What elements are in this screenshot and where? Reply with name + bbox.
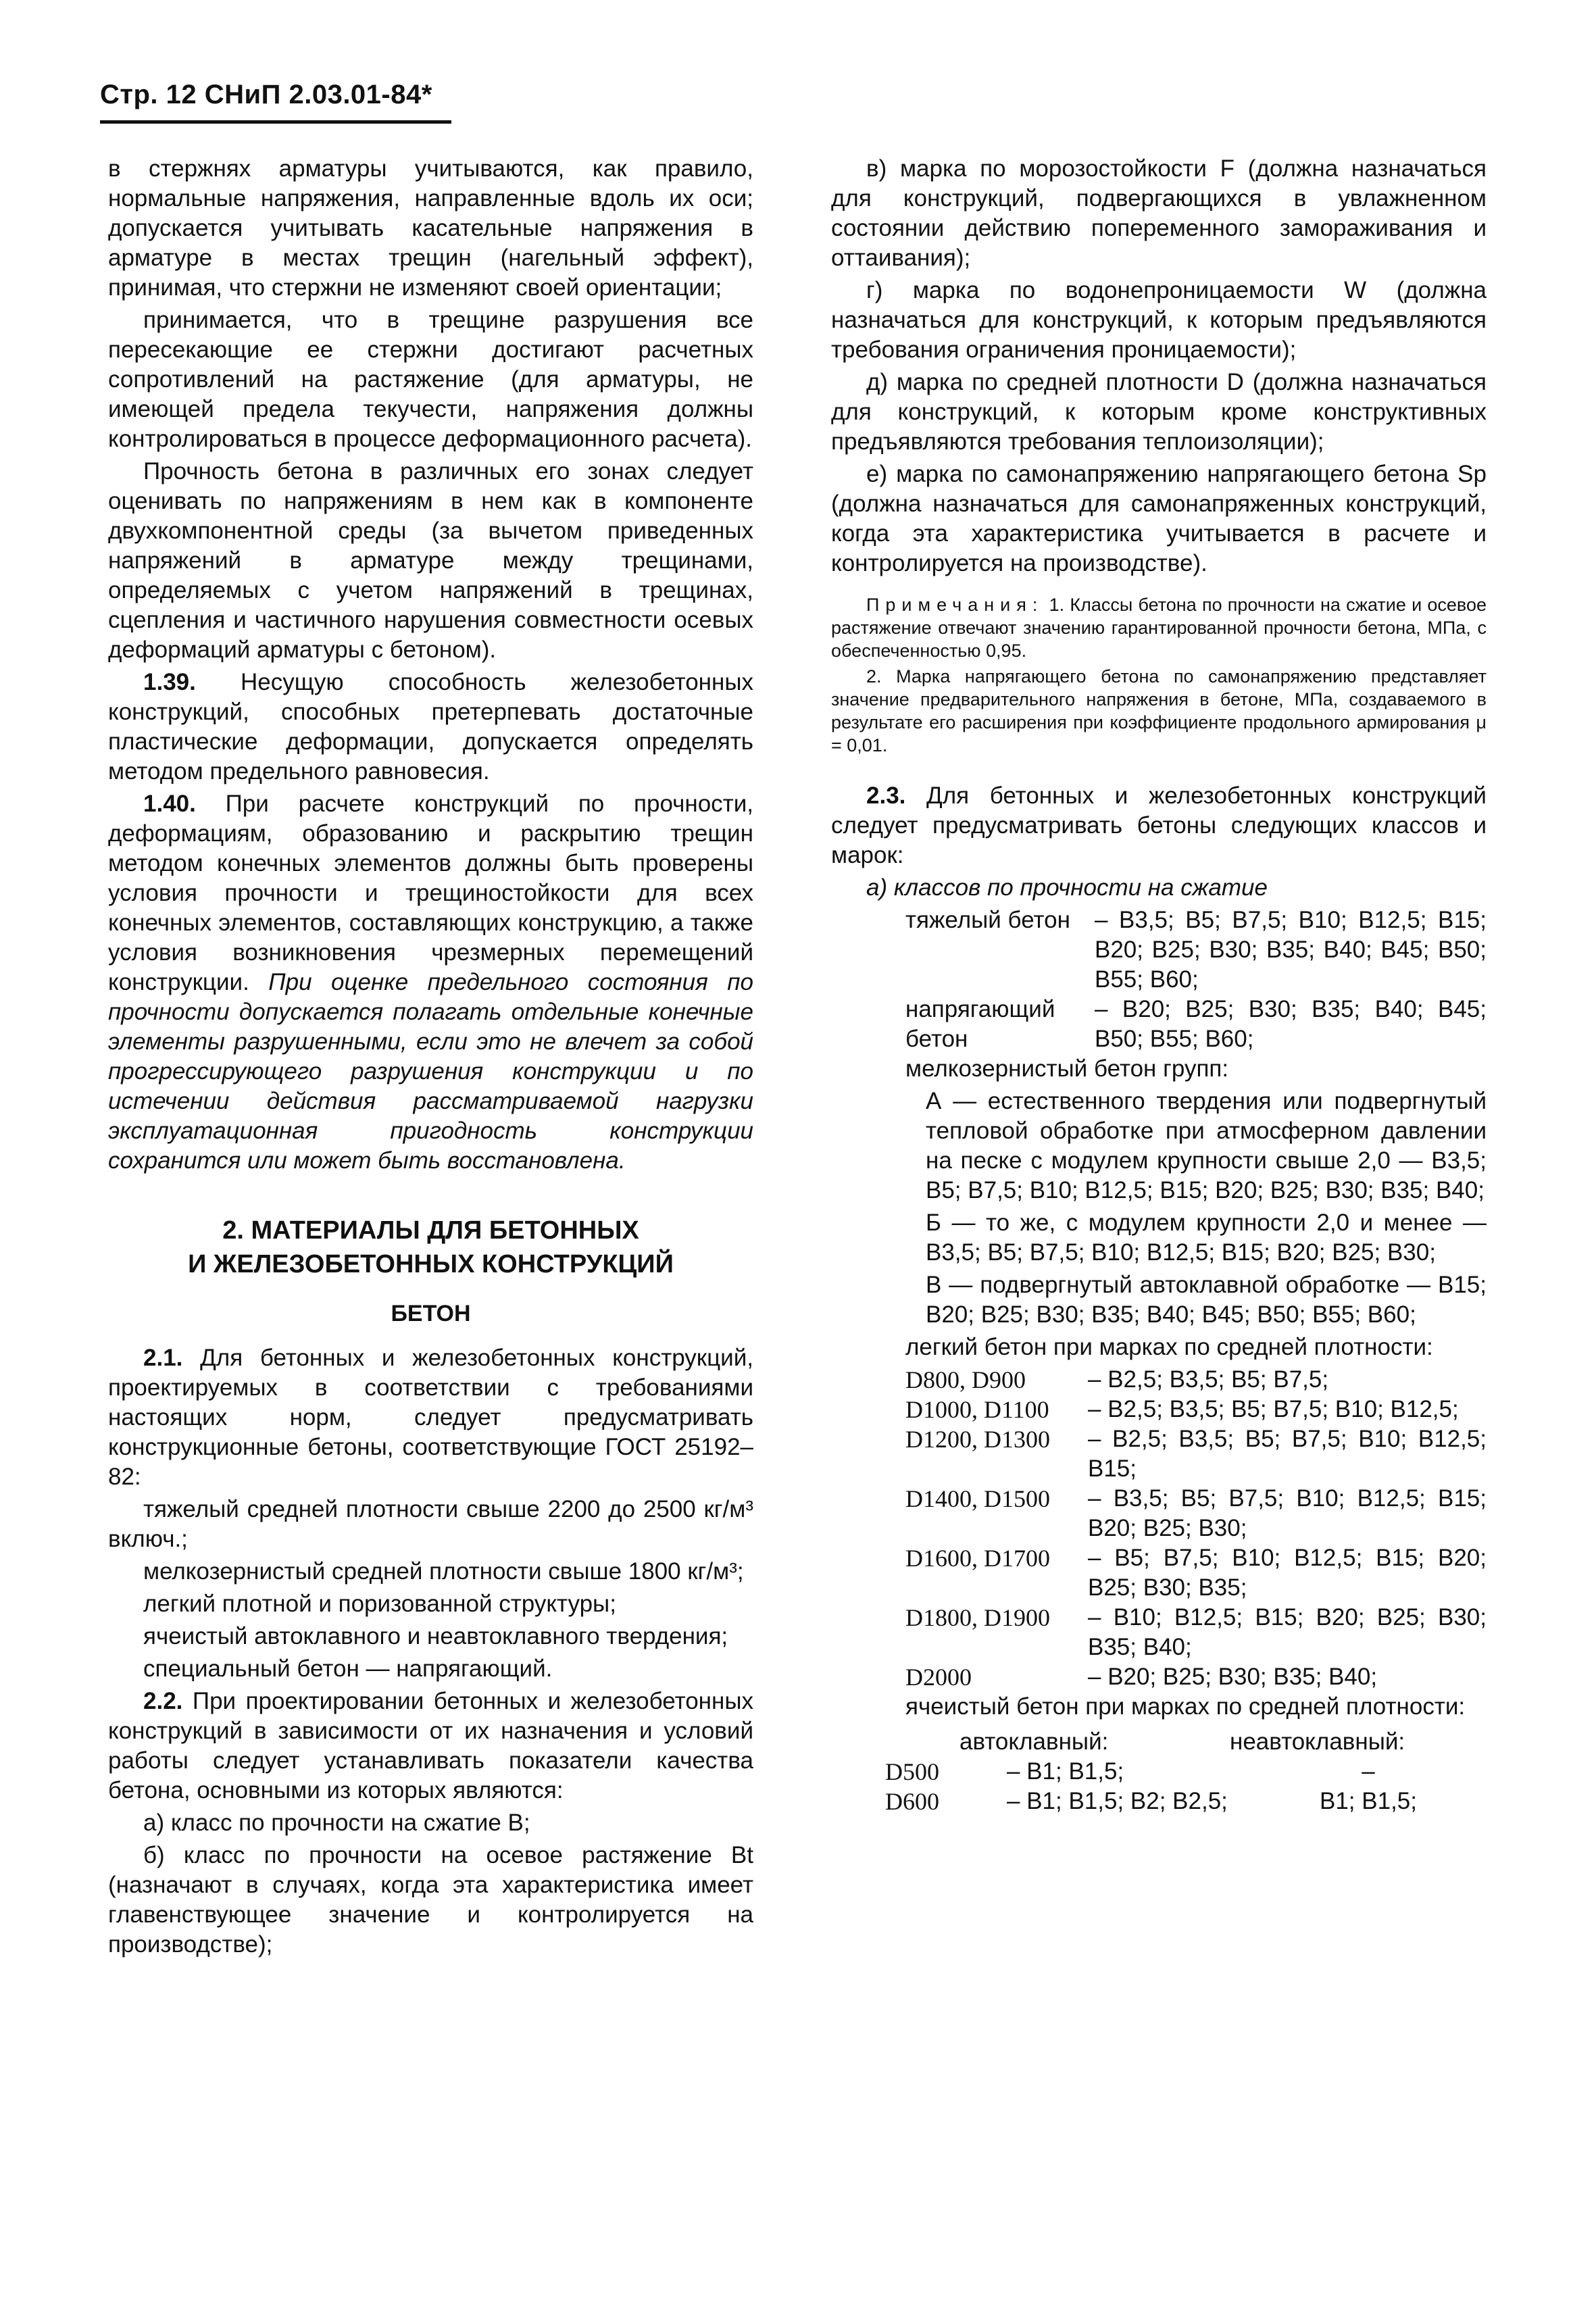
list-item: специальный бетон — напрягающий. [143,1656,553,1682]
clause-text-italic: При оценке предельного состояния по прочности допускается полагать отдельные конечные элементы разрушенными, если это не влечет за собой прогрессирующего разрушения конструкции и по истечении действия рассматриваемой нагрузки эксплуатационная пригодность конструкции сохранится или может быть восстановлена. [108,969,753,1174]
density-mark: D600 [885,1788,939,1815]
clause-2-1 [108,1343,753,1492]
clause-1-39 [108,668,753,787]
light-concrete-row [831,1662,1487,1692]
list-item: тяжелый средней плотности свыше 2200 до 2500 кг/м³ включ.; [108,1496,753,1552]
light-concrete-row [831,1484,1487,1543]
column-header: неавтоклавный: [1230,1728,1405,1755]
section-title [108,1214,753,1281]
clause-1-40 [108,789,753,1176]
clause-2-3 [831,781,1487,870]
note-text: 1. Классы бетона по прочности на сжатие и осевое растяжение отвечают значению гарантированной прочности бетона, МПа, с обеспеченностью 0,95. [831,595,1487,661]
clause-text: Несущую способность железобетонных конструкций, способных претерпевать достаточные пластические деформации, допускается определять методом предельного равновесия. [108,669,753,785]
class-row-value: – В20; В25; В30; В35; В40; В45; В50; В55; В60; [1095,996,1487,1052]
clause-text: При проектировании бетонных и железобетонных конструкций в зависимости от их назначения и условий работы следует устанавливать показатели качества бетона, основными из которых являются: [108,1688,754,1803]
cellular-concrete-table [831,1757,1487,1816]
note [831,593,1487,662]
clause-text: При расчете конструкций по прочности, деформациям, образованию и раскрытию трещин методом конечных элементов должны быть проверены условия прочности и трещиностойкости для всех конечных элементов, составляющих конструкцию, а также условия возникновения чрезмерных перемещений конструкции. [108,791,753,995]
density-mark: D1200, D1300 [905,1426,1050,1453]
class-list: – В5; В7,5; В10; В12,5; В15; В20; В25; В30; В35; [1088,1545,1487,1601]
spacer [831,1727,959,1757]
subheading: легкий бетон при марках по средней плотности: [905,1334,1433,1360]
page-header: Стр. 12 СНиП 2.03.01-84* [100,80,432,109]
class-list: – В2,5; В3,5; В5; В7,5; В10; В12,5; [1088,1396,1459,1422]
clause-number: 2.1. [143,1345,183,1371]
left-column [108,154,753,1962]
light-concrete-row [831,1395,1487,1424]
section-title-line: И ЖЕЛЕЗОБЕТОННЫХ КОНСТРУКЦИЙ [188,1250,674,1278]
density-mark: D1600, D1700 [905,1545,1050,1572]
list-item: а) класс по прочности на сжатие B; [143,1810,530,1836]
paragraph: принимается, что в трещине разрушения все пересекающие ее стержни достигают расчетных сопротивлений на растяжение (для арматуры, не имеющей предела текучести, напряжения должны контролироваться в процессе деформационного расчета). [108,307,753,452]
list-item: мелкозернистый средней плотности свыше 1800 кг/м³; [143,1558,744,1585]
class-row-label: тяжелый бетон [905,907,1070,933]
paragraph: в стержнях арматуры учитываются, как правило, нормальные напряжения, направленные вдоль их оси; допускается учитывать касательные напряжения в арматуре в местах трещин (нагельный эффект), принимая, что стержни не изменяют своей ориентации; [108,155,753,301]
list-item: д) марка по средней плотности D (должна назначаться для конструкций, к которым кроме конструктивных предъявляются требования теплоизоляции); [831,369,1487,455]
subheading: мелкозернистый бетон групп: [905,1055,1229,1082]
class-list: – В2,5; В3,5; В5; В7,5; В10; В12,5; В15; [1088,1426,1487,1482]
clause-number: 1.40. [143,791,196,817]
list-item: А — естественного твердения или подвергнутый тепловой обработке при атмосферном давлении на песке с модулем крупности свыше 2,0 — В3,5; В5; В7,5; В10; В12,5; В15; В20; В25; В30; В35; В40; [926,1088,1487,1203]
list-item: е) марка по самонапряжению напрягающего бетона Sp (должна назначаться для самонапряженных конструкций, когда эта характеристика учитывается в расчете и контролируется на производстве). [831,461,1487,576]
density-mark: D2000 [905,1664,972,1691]
density-mark: D1000, D1100 [905,1396,1049,1423]
right-column [831,154,1487,1816]
non-autoclave-classes: В1; В1,5; [1320,1788,1417,1814]
clause-text: Для бетонных и железобетонных конструкций, проектируемых в соответствии с требованиями настоящих норм, следует предусматривать конструкционные бетоны, соответствующие ГОСТ 25192–82: [108,1345,753,1490]
subheading: ячеистый бетон при марках по средней плотности: [905,1693,1466,1720]
section-subtitle: БЕТОН [391,1301,471,1326]
clause-text: Для бетонных и железобетонных конструкций следует предусматривать бетоны следующих классов и марок: [831,782,1487,868]
class-list: – В3,5; В5; В7,5; В10; В12,5; В15; В20; В25; В30; [1088,1485,1487,1541]
list-item: б) класс по прочности на осевое растяжение Bt (назначают в случаях, когда эта характеристика имеет главенствующее значение и контролируется на производстве); [108,1842,753,1958]
list-item: Б — то же, с модулем крупности 2,0 и менее — В3,5; В5; В7,5; В10; В12,5; В15; В20; В25; В30; [926,1210,1487,1266]
clause-number: 2.3. [866,782,906,809]
class-list: – В10; В12,5; В15; В20; В25; В30; В35; В40; [1088,1604,1487,1660]
density-mark: D800, D900 [905,1366,1026,1393]
list-item: ячеистый автоклавного и неавтоклавного твердения; [143,1623,728,1649]
list-item: в) марка по морозостойкости F (должна назначаться для конструкций, подвергающихся в увлажненном состоянии действию попеременного замораживания и оттаивания); [831,155,1487,271]
clause-number: 2.2. [143,1688,183,1714]
light-concrete-row [831,1543,1487,1603]
cellular-table-header [831,1727,1487,1757]
density-mark: D500 [885,1758,939,1785]
list-item: В — подвергнутый автоклавной обработке — В15; В20; В25; В30; В35; В40; В45; В50; В55; В60; [926,1272,1487,1328]
column-header: автоклавный: [959,1728,1109,1755]
class-list: – В20; В25; В30; В35; В40; [1088,1664,1378,1690]
section-title-line: 2. МАТЕРИАЛЫ ДЛЯ БЕТОННЫХ [222,1216,639,1245]
autoclave-classes: – В1; В1,5; В2; В2,5; [1007,1788,1228,1814]
light-concrete-table [831,1365,1487,1692]
list-item: легкий плотной и поризованной структуры; [143,1591,616,1617]
non-autoclave-classes: – [1362,1758,1375,1785]
light-concrete-row [831,1603,1487,1662]
clause-2-2 [108,1687,753,1806]
cellular-concrete-row [831,1757,1487,1787]
class-row-value: – В3,5; В5; В7,5; В10; В12,5; В15; В20; В25; В30; В35; В40; В45; В50; В55; В60; [1095,907,1487,993]
class-row-label: напрягающий бетон [905,996,1055,1052]
subheading: а) классов по прочности на сжатие [866,874,1268,901]
class-row [831,995,1487,1054]
light-concrete-row [831,1365,1487,1395]
light-concrete-row [831,1424,1487,1484]
density-mark: D1400, D1500 [905,1485,1050,1512]
header-rule [100,120,451,124]
class-row [831,905,1487,995]
class-list: – В2,5; В3,5; В5; В7,5; [1088,1366,1329,1393]
autoclave-classes: – В1; В1,5; [1007,1758,1124,1785]
note: 2. Марка напрягающего бетона по самонапряжению представляет значение предварительного напряжения в бетоне, МПа, создаваемого в результате его расширения при коэффициенте продольного армирования μ = 0,01. [831,666,1487,755]
cellular-concrete-row [831,1787,1487,1816]
list-item: г) марка по водонепроницаемости W (должна назначаться для конструкций, к которым предъявляются требования ограничения проницаемости); [831,277,1487,363]
density-mark: D1800, D1900 [905,1604,1050,1631]
note-label: Примечания: [866,595,1044,615]
paragraph: Прочность бетона в различных его зонах следует оценивать по напряжениям в нем как в компоненте двухкомпонентной среды (за вычетом приведенных напряжений в арматуре между трещинами, определяемых с учетом напряжений в трещинах, сцепления и частичного нарушения совместности осевых деформаций арматуры с бетоном). [108,458,753,663]
clause-number: 1.39. [143,669,196,695]
